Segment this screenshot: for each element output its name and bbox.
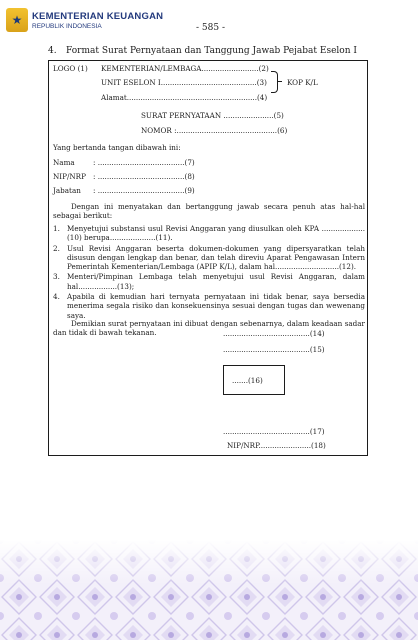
signature-position-line: ......................................(15) (223, 345, 325, 354)
kop-label: KOP K/L (287, 78, 318, 87)
statement-list (53, 224, 365, 321)
field-label-nama: Nama (53, 158, 75, 167)
signer-intro: Yang bertanda tangan dibawah ini: (53, 143, 181, 152)
field-label-nip: NIP/NRP (53, 172, 86, 181)
list-item (53, 224, 365, 243)
signature-place-line: ......................................(14) (223, 329, 325, 338)
kop-brace (271, 71, 278, 93)
statement-number: NOMOR :............................................(6) (141, 126, 288, 135)
section-number: 4. (48, 46, 57, 56)
ministry-logo (6, 8, 163, 32)
address-line: Alamat.........................................................(4) (101, 93, 268, 102)
list-item-text: Menteri/Pimpinan Lembaga telah menyetujui usul Revisi Anggaran, dalam hal.................(13); (67, 272, 365, 291)
logo-placeholder: LOGO (1) (53, 64, 88, 73)
signer-nip-line: NIP/NRP.......................(18) (227, 441, 326, 450)
section-title (48, 46, 357, 56)
org-title: KEMENTERIAN KEUANGAN (32, 10, 164, 22)
field-value-jabatan: : ......................................(9) (93, 186, 195, 195)
list-item-number: 2. (53, 243, 60, 253)
field-label-jabatan: Jabatan (53, 186, 81, 195)
logo-text (32, 11, 163, 30)
batik-footer-pattern (0, 540, 418, 640)
list-item (53, 244, 365, 272)
batik-pattern-svg (0, 540, 418, 640)
list-item-text: Menyetujui substansi usul Revisi Anggaran yang diusulkan oleh KPA ...................(10) berupa....................(11). (67, 224, 365, 243)
statement-form-frame (48, 60, 368, 456)
stamp-label: .......(16) (232, 376, 263, 385)
list-item-text: Apabila di kemudian hari ternyata pernyataan ini tidak benar, saya bersedia menerima segala risiko dan konsekuensinya sesuai dengan tugas dan wewenang saya. (67, 292, 365, 320)
statement-title: SURAT PERNYATAAN ......................(5) (141, 111, 284, 120)
page-number: - 585 - (196, 23, 225, 33)
list-item (53, 272, 365, 291)
list-item-text: Usul Revisi Anggaran beserta dokumen-dokumen yang dipersyaratkan telah disusun dengan lengkap dan benar, dan telah direviu Aparat Pengawasan Intern Pemerintah Kementerian/Lembaga (APIP K/L), dalam hal............................(12). (67, 243, 365, 272)
intro-paragraph: Dengan ini menyatakan dan bertanggung jawab secara penuh atas hal-hal sebagai berikut: (53, 202, 365, 221)
field-value-nama: : ......................................(7) (93, 158, 195, 167)
ministry-line: KEMENTERIAN/LEMBAGA.........................(2) (101, 64, 269, 73)
closing-paragraph: Demikian surat pernyataan ini dibuat dengan sebenarnya, dalam keadaan sadar dan tidak di bawah tekanan. (53, 319, 365, 338)
list-item (53, 292, 365, 320)
list-item-number: 3. (53, 272, 60, 282)
stamp-box (223, 365, 285, 395)
unit-line: UNIT ESELON I..........................................(3) (101, 78, 267, 87)
field-value-nip: : ......................................(8) (93, 172, 195, 181)
list-item-number: 4. (53, 292, 60, 302)
list-item-number: 1. (53, 224, 60, 233)
org-subtitle: REPUBLIK INDONESIA (32, 22, 102, 30)
section-title-text: Format Surat Pernyataan dan Tanggung Jawab Pejabat Eselon I (66, 46, 357, 56)
signer-name-line: ......................................(17) (223, 427, 325, 436)
ministry-emblem-icon: ★ (6, 8, 28, 32)
